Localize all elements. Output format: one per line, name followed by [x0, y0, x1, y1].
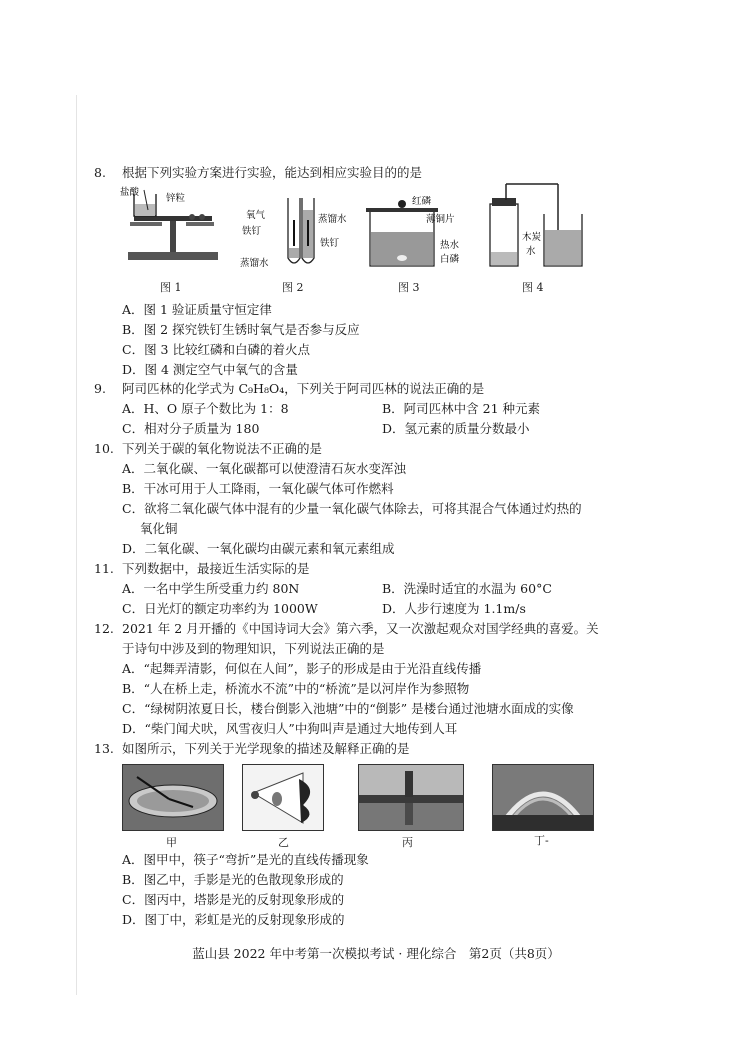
q13-option-a: A．图甲中，筷子“弯折”是光的直线传播现象 — [122, 852, 369, 867]
q11-number: 11. — [94, 561, 114, 576]
fig3-label-hot-water: 热水 — [440, 240, 460, 251]
q10-option-c: C．欲将二氧化碳气体中混有的少量一氧化碳气体除去，可将其混合气体通过灼热的 — [122, 501, 582, 516]
page-edge — [76, 95, 77, 995]
fig3-label-copper: 薄铜片 — [426, 214, 455, 225]
q13-photo-ding — [492, 764, 594, 831]
q8-figure-2 — [240, 196, 355, 276]
q13-caption-yi: 乙 — [278, 836, 289, 849]
fig1-label-hcl: 盐酸 — [120, 187, 140, 198]
q8-caption-1: 图 1 — [160, 281, 182, 294]
q9-stem: 阿司匹林的化学式为 C₉H₈O₄，下列关于阿司匹林的说法正确的是 — [122, 381, 485, 396]
q10-option-a: A．二氧化碳、一氧化碳都可以使澄清石灰水变浑浊 — [122, 461, 407, 476]
q12-option-c: C．“绿树阴浓夏日长，楼台倒影入池塘”中的“倒影” 是楼台通过池塘水面成的实像 — [122, 701, 574, 716]
fig2-label-nail-left: 铁钉 — [242, 226, 262, 237]
q13-option-b: B．图乙中，手影是光的色散现象形成的 — [122, 872, 344, 887]
q11-option-b: B．洗澡时适宜的水温为 60°C — [382, 581, 552, 596]
q8-option-d: D．图 4 测定空气中氧气的含量 — [122, 362, 298, 377]
q10-option-b: B．干冰可用于人工降雨，一氧化碳气体可作燃料 — [122, 481, 394, 496]
fig4-label-charcoal: 木炭 — [522, 232, 542, 243]
fig3-label-red-phosphorus: 红磷 — [412, 196, 432, 207]
q12-option-b: B．“人在桥上走，桥流水不流”中的“桥流”是以河岸作为参照物 — [122, 681, 470, 696]
q9-number: 9. — [94, 381, 106, 396]
q10-number: 10. — [94, 441, 114, 456]
q10-option-d: D．二氧化碳、一氧化碳均由碳元素和氧元素组成 — [122, 541, 395, 556]
q9-option-a: A．H、O 原子个数比为 1：8 — [122, 401, 289, 416]
q12-stem-line-1: 2021 年 2 月开播的《中国诗词大会》第六季，又一次激起观众对国学经典的喜爱。关 — [122, 621, 599, 636]
fig2-label-nail-right: 铁钉 — [320, 238, 340, 249]
q8-figure-3 — [360, 196, 480, 276]
q8-stem: 根据下列实验方案进行实验，能达到相应实验目的的是 — [122, 165, 423, 180]
q11-option-d: D．人步行速度为 1.1m/s — [382, 601, 526, 616]
q13-caption-bing: 丙 — [402, 836, 413, 849]
q8-option-c: C．图 3 比较红磷和白磷的着火点 — [122, 342, 310, 357]
q11-option-c: C．日光灯的额定功率约为 1000W — [122, 601, 318, 616]
q11-option-a: A．一名中学生所受重力约 80N — [122, 581, 300, 596]
q8-caption-2: 图 2 — [282, 281, 304, 294]
fig2-label-oxygen: 氧气 — [246, 210, 266, 221]
q13-caption-jia: 甲 — [166, 836, 177, 849]
q13-number: 13. — [94, 741, 114, 756]
fig3-label-white-phosphorus: 白磷 — [440, 254, 460, 265]
q12-number: 12. — [94, 621, 114, 636]
q13-caption-ding: 丁- — [534, 834, 549, 847]
fig2-label-water-left: 蒸馏水 — [240, 258, 269, 269]
fig4-label-water: 水 — [526, 246, 536, 257]
q13-stem: 如图所示，下列关于光学现象的描述及解释正确的是 — [122, 741, 410, 756]
q13-photo-yi — [242, 764, 324, 831]
fig1-label-zinc: 锌粒 — [166, 193, 186, 204]
q8-figure-1 — [116, 186, 226, 276]
q13-option-c: C．图丙中，塔影是光的反射现象形成的 — [122, 892, 345, 907]
q8-option-b: B．图 2 探究铁钉生锈时氧气是否参与反应 — [122, 322, 360, 337]
q12-option-a: A．“起舞弄清影，何似在人间”，影子的形成是由于光沿直线传播 — [122, 661, 482, 676]
q8-caption-3: 图 3 — [398, 281, 420, 294]
q8-figure-4 — [478, 180, 588, 276]
q8-number: 8. — [94, 165, 106, 180]
q10-option-c-cont: 氧化铜 — [140, 521, 178, 536]
q13-option-d: D．图丁中，彩虹是光的反射现象形成的 — [122, 912, 345, 927]
q9-option-c: C．相对分子质量为 180 — [122, 421, 260, 436]
q12-option-d: D．“柴门闻犬吠，风雪夜归人”中狗叫声是通过大地传到人耳 — [122, 721, 458, 736]
q8-option-a: A．图 1 验证质量守恒定律 — [122, 302, 272, 317]
page-footer: 蓝山县 2022 年中考第一次模拟考试 · 理化综合 第2页（共8页） — [192, 946, 560, 961]
q9-option-d: D．氢元素的质量分数最小 — [382, 421, 530, 436]
fig2-label-water-right: 蒸馏水 — [318, 214, 347, 225]
q13-photo-jia — [122, 764, 224, 831]
q12-stem-line-2: 于诗句中涉及到的物理知识，下列说法正确的是 — [122, 641, 385, 656]
q8-caption-4: 图 4 — [522, 281, 544, 294]
q9-option-b: B．阿司匹林中含 21 种元素 — [382, 401, 541, 416]
q10-stem: 下列关于碳的氧化物说法不正确的是 — [122, 441, 323, 456]
q13-photo-bing — [358, 764, 464, 831]
q11-stem: 下列数据中，最接近生活实际的是 — [122, 561, 310, 576]
